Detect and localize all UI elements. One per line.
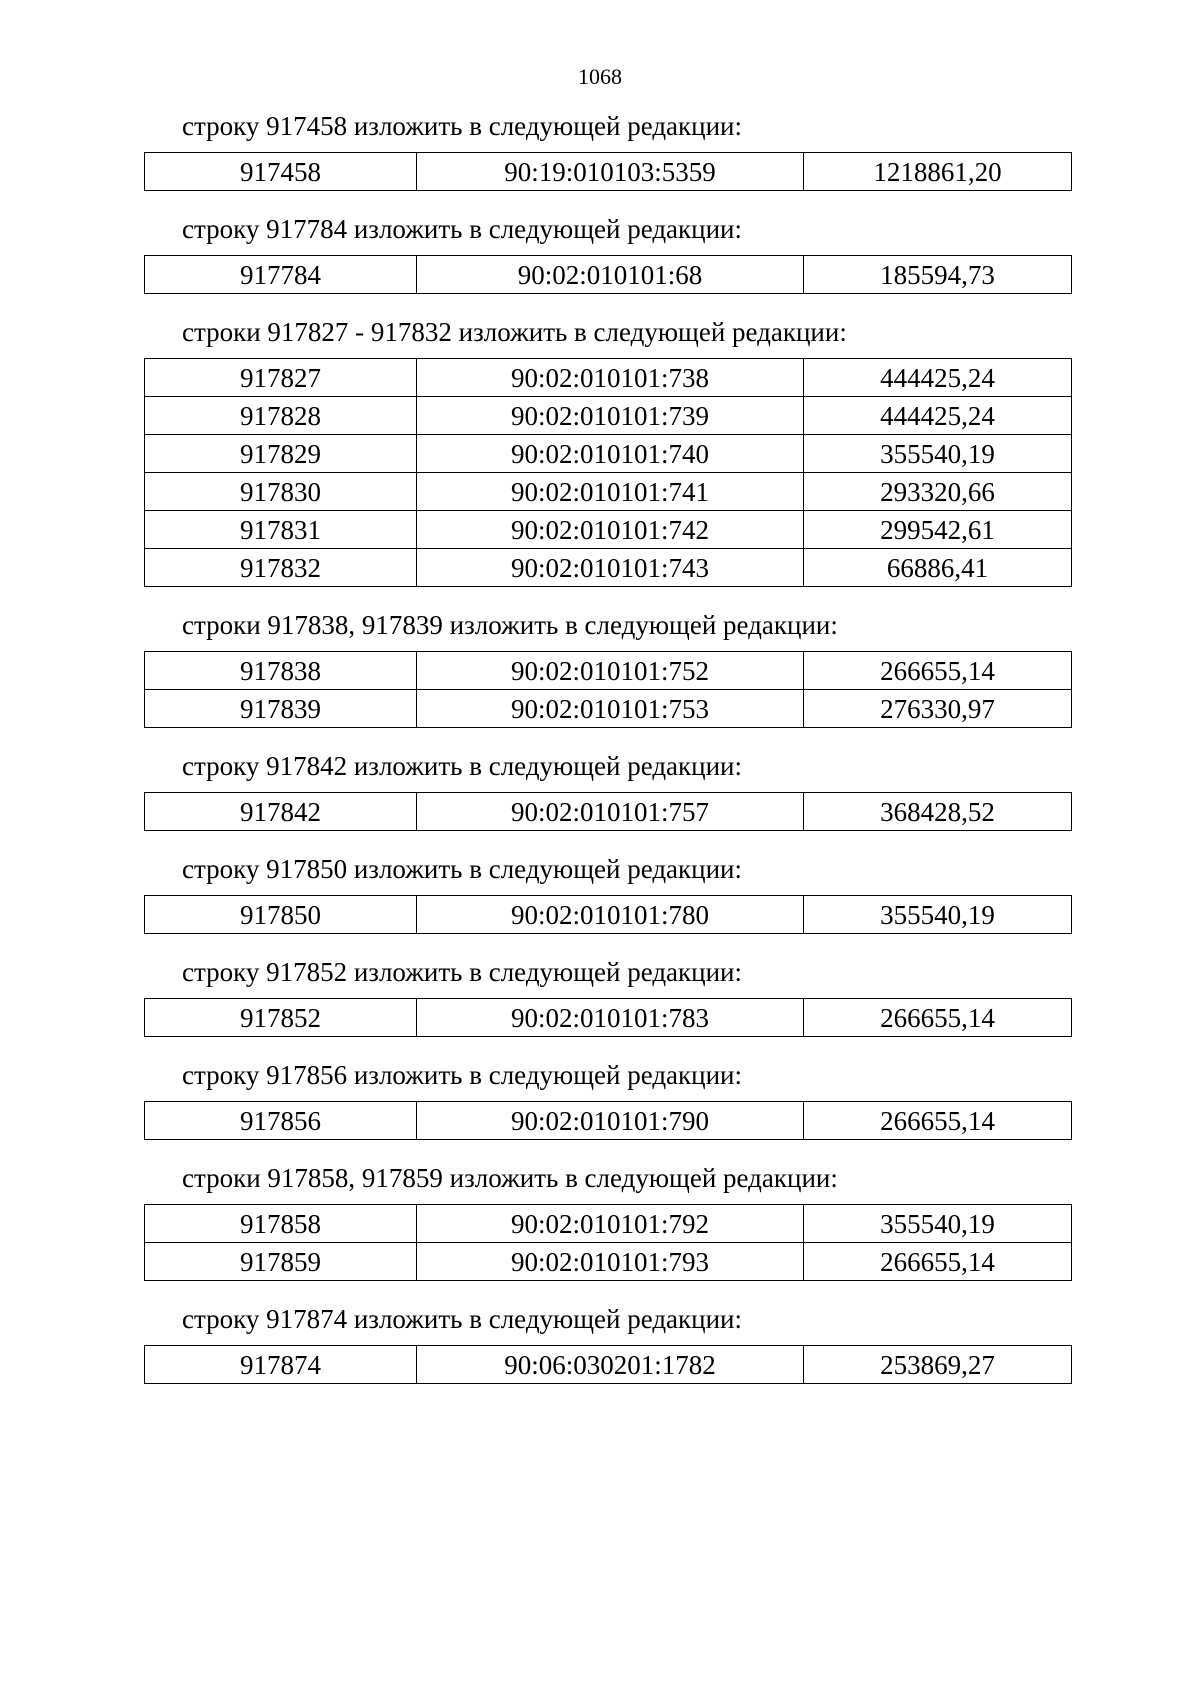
table-row — [145, 397, 1072, 435]
table-row — [145, 1346, 1072, 1384]
amendment-section — [144, 1057, 1072, 1140]
amendment-table — [144, 895, 1072, 934]
table-row — [145, 435, 1072, 473]
cadastral-number-cell: 90:02:010101:740 — [417, 435, 804, 473]
table-row — [145, 999, 1072, 1037]
row-number-cell: 917832 — [145, 549, 417, 587]
amendment-section — [144, 748, 1072, 831]
page-number: 1068 — [578, 64, 622, 89]
row-number-cell: 917830 — [145, 473, 417, 511]
cadastral-number-cell: 90:02:010101:780 — [417, 896, 804, 934]
table-row — [145, 896, 1072, 934]
document-body — [0, 108, 1200, 1404]
amendment-instruction: строку 917856 изложить в следующей редакции: — [182, 1060, 743, 1090]
value-cell: 253869,27 — [804, 1346, 1072, 1384]
value-cell: 299542,61 — [804, 511, 1072, 549]
cadastral-number-cell: 90:02:010101:742 — [417, 511, 804, 549]
amendment-section — [144, 607, 1072, 728]
row-number-cell: 917874 — [145, 1346, 417, 1384]
amendment-section — [144, 954, 1072, 1037]
value-cell: 293320,66 — [804, 473, 1072, 511]
amendment-table — [144, 651, 1072, 728]
cadastral-number-cell: 90:02:010101:739 — [417, 397, 804, 435]
amendment-section — [144, 108, 1072, 191]
row-number-cell: 917842 — [145, 793, 417, 831]
table-row — [145, 1205, 1072, 1243]
table-row — [145, 359, 1072, 397]
value-cell: 266655,14 — [804, 999, 1072, 1037]
table-row — [145, 1243, 1072, 1281]
cadastral-number-cell: 90:02:010101:752 — [417, 652, 804, 690]
row-number-cell: 917839 — [145, 690, 417, 728]
table-row — [145, 473, 1072, 511]
amendment-instruction: строки 917838, 917839 изложить в следующей редакции: — [182, 610, 838, 640]
value-cell: 1218861,20 — [804, 153, 1072, 191]
cadastral-number-cell: 90:02:010101:743 — [417, 549, 804, 587]
amendment-instruction: строку 917874 изложить в следующей редакции: — [182, 1304, 743, 1334]
amendment-table — [144, 358, 1072, 587]
row-number-cell: 917856 — [145, 1102, 417, 1140]
row-number-cell: 917829 — [145, 435, 417, 473]
amendment-table — [144, 1101, 1072, 1140]
cadastral-number-cell: 90:02:010101:757 — [417, 793, 804, 831]
table-row — [145, 153, 1072, 191]
amendment-table — [144, 1204, 1072, 1281]
amendment-section — [144, 851, 1072, 934]
cadastral-number-cell: 90:02:010101:738 — [417, 359, 804, 397]
row-number-cell: 917831 — [145, 511, 417, 549]
row-number-cell: 917858 — [145, 1205, 417, 1243]
amendment-table — [144, 998, 1072, 1037]
table-row — [145, 690, 1072, 728]
amendment-instruction: строку 917850 изложить в следующей редакции: — [182, 854, 743, 884]
cadastral-number-cell: 90:02:010101:793 — [417, 1243, 804, 1281]
row-number-cell: 917852 — [145, 999, 417, 1037]
cadastral-number-cell: 90:02:010101:790 — [417, 1102, 804, 1140]
value-cell: 66886,41 — [804, 549, 1072, 587]
row-number-cell: 917458 — [145, 153, 417, 191]
cadastral-number-cell: 90:02:010101:741 — [417, 473, 804, 511]
row-number-cell: 917859 — [145, 1243, 417, 1281]
table-row — [145, 511, 1072, 549]
row-number-cell: 917784 — [145, 256, 417, 294]
amendment-table — [144, 1345, 1072, 1384]
row-number-cell: 917828 — [145, 397, 417, 435]
value-cell: 276330,97 — [804, 690, 1072, 728]
table-row — [145, 549, 1072, 587]
amendment-instruction: строку 917842 изложить в следующей редакции: — [182, 751, 743, 781]
table-row — [145, 1102, 1072, 1140]
amendment-instruction: строки 917858, 917859 изложить в следующей редакции: — [182, 1163, 838, 1193]
row-number-cell: 917827 — [145, 359, 417, 397]
cadastral-number-cell: 90:02:010101:792 — [417, 1205, 804, 1243]
row-number-cell: 917838 — [145, 652, 417, 690]
value-cell: 444425,24 — [804, 359, 1072, 397]
value-cell: 266655,14 — [804, 1102, 1072, 1140]
table-row — [145, 793, 1072, 831]
row-number-cell: 917850 — [145, 896, 417, 934]
cadastral-number-cell: 90:02:010101:753 — [417, 690, 804, 728]
amendment-table — [144, 792, 1072, 831]
cadastral-number-cell: 90:19:010103:5359 — [417, 153, 804, 191]
amendment-instruction: строки 917827 - 917832 изложить в следующей редакции: — [182, 317, 847, 347]
table-row — [145, 256, 1072, 294]
amendment-table — [144, 152, 1072, 191]
value-cell: 355540,19 — [804, 896, 1072, 934]
value-cell: 368428,52 — [804, 793, 1072, 831]
cadastral-number-cell: 90:02:010101:68 — [417, 256, 804, 294]
value-cell: 185594,73 — [804, 256, 1072, 294]
amendment-table — [144, 255, 1072, 294]
value-cell: 266655,14 — [804, 1243, 1072, 1281]
table-row — [145, 652, 1072, 690]
amendment-section — [144, 314, 1072, 587]
amendment-section — [144, 1160, 1072, 1281]
cadastral-number-cell: 90:02:010101:783 — [417, 999, 804, 1037]
amendment-section — [144, 211, 1072, 294]
value-cell: 266655,14 — [804, 652, 1072, 690]
cadastral-number-cell: 90:06:030201:1782 — [417, 1346, 804, 1384]
amendment-instruction: строку 917784 изложить в следующей редакции: — [182, 214, 743, 244]
amendment-instruction: строку 917852 изложить в следующей редакции: — [182, 957, 743, 987]
value-cell: 444425,24 — [804, 397, 1072, 435]
value-cell: 355540,19 — [804, 1205, 1072, 1243]
amendment-section — [144, 1301, 1072, 1384]
amendment-instruction: строку 917458 изложить в следующей редакции: — [182, 111, 743, 141]
value-cell: 355540,19 — [804, 435, 1072, 473]
